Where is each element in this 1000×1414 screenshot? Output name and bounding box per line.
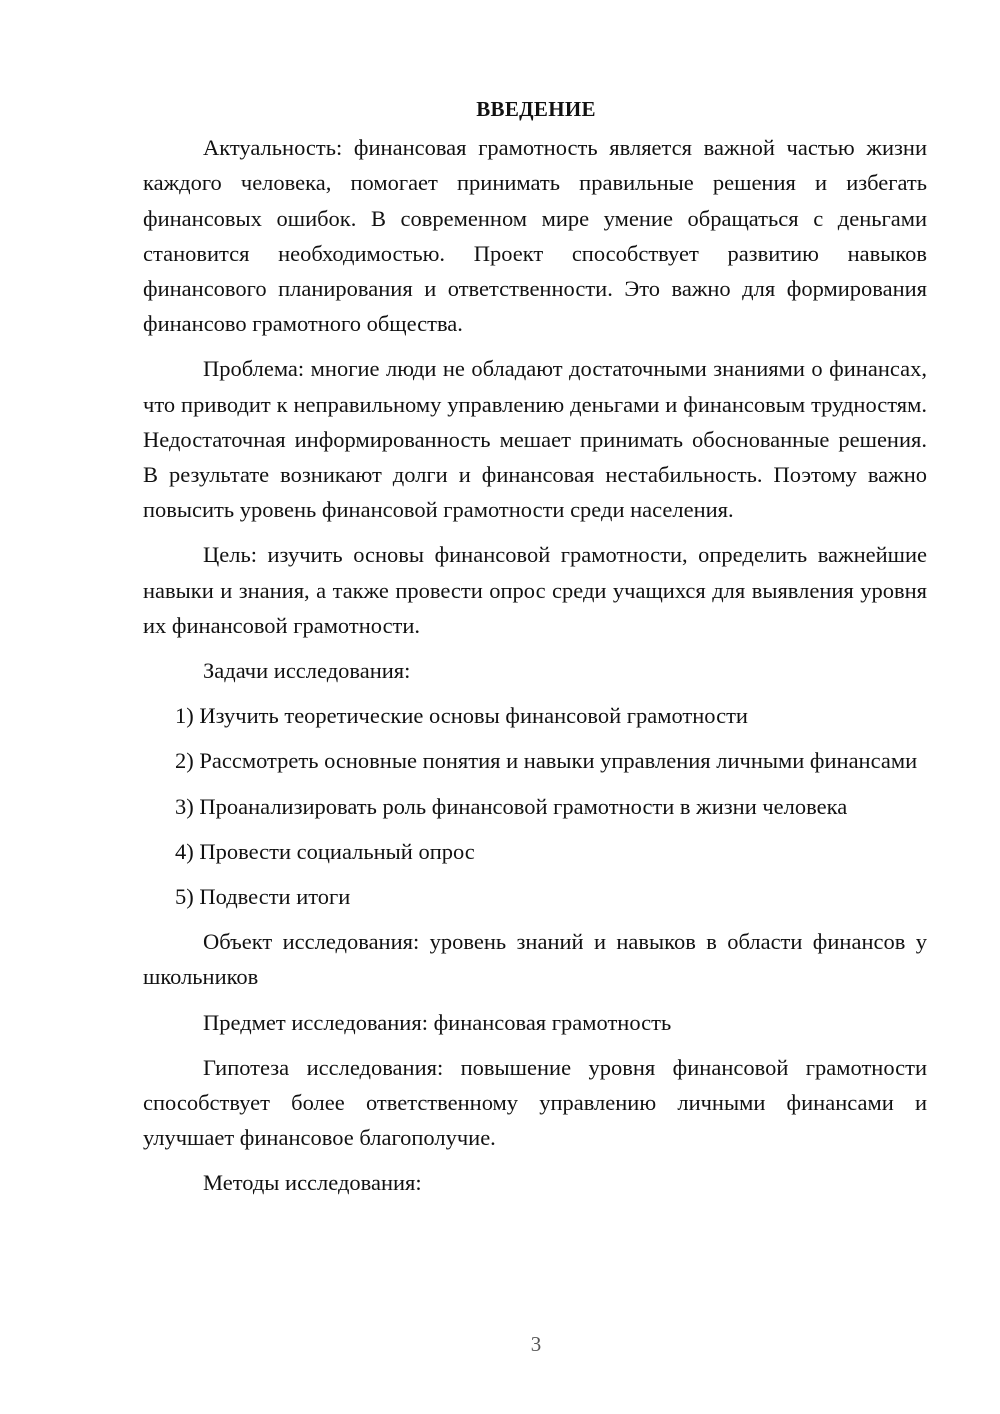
paragraph-subject: Предмет исследования: финансовая грамотность [203,1009,672,1035]
paragraph-relevance: Актуальность: финансовая грамотность является важной частью жизни каждого человека, помогает принимать правильные решения и избегать финансовых ошибок. В современном мире умение обращаться с деньгами становится необходимостью. Проект способствует развитию навыков финансового планирования и ответственности. Это важно для формирования финансово грамотного общества. [143,135,927,337]
paragraph-hypothesis: Гипотеза исследования: повышение уровня финансовой грамотности способствует более ответственному управлению личными финансами и улучшает финансовое благополучие. [143,1054,927,1151]
document-page [143,92,927,1211]
paragraph-tasks-heading: Задачи исследования: [203,658,411,684]
page-title: ВВЕДЕНИЕ [476,97,596,121]
list-item-task-2: 2) Рассмотреть основные понятия и навыки управления личными финансами [175,748,918,774]
paragraph-object: Объект исследования: уровень знаний и навыков в области финансов у школьников [143,929,927,990]
paragraph-goal: Цель: изучить основы финансовой грамотности, определить важнейшие навыки и знания, а также провести опрос среди учащихся для выявления уровня их финансовой грамотности. [143,542,927,638]
paragraph-methods: Методы исследования: [203,1170,422,1196]
paragraph-problem: Проблема: многие люди не обладают достаточными знаниями о финансах, что приводит к неправильному управлению деньгами и финансовым трудностям. Недостаточная информированность мешает принимать обоснованные решения. В результате возникают долги и финансовая нестабильность. Поэтому важно повысить уровень финансовой грамотности среди населения. [143,356,927,523]
list-item-task-5: 5) Подвести итоги [175,884,351,910]
list-item-task-4: 4) Провести социальный опрос [175,838,475,864]
list-item-task-3: 3) Проанализировать роль финансовой грамотности в жизни человека [175,793,848,819]
page-number: 3 [530,1332,542,1356]
list-item-task-1: 1) Изучить теоретические основы финансовой грамотности [175,703,748,729]
